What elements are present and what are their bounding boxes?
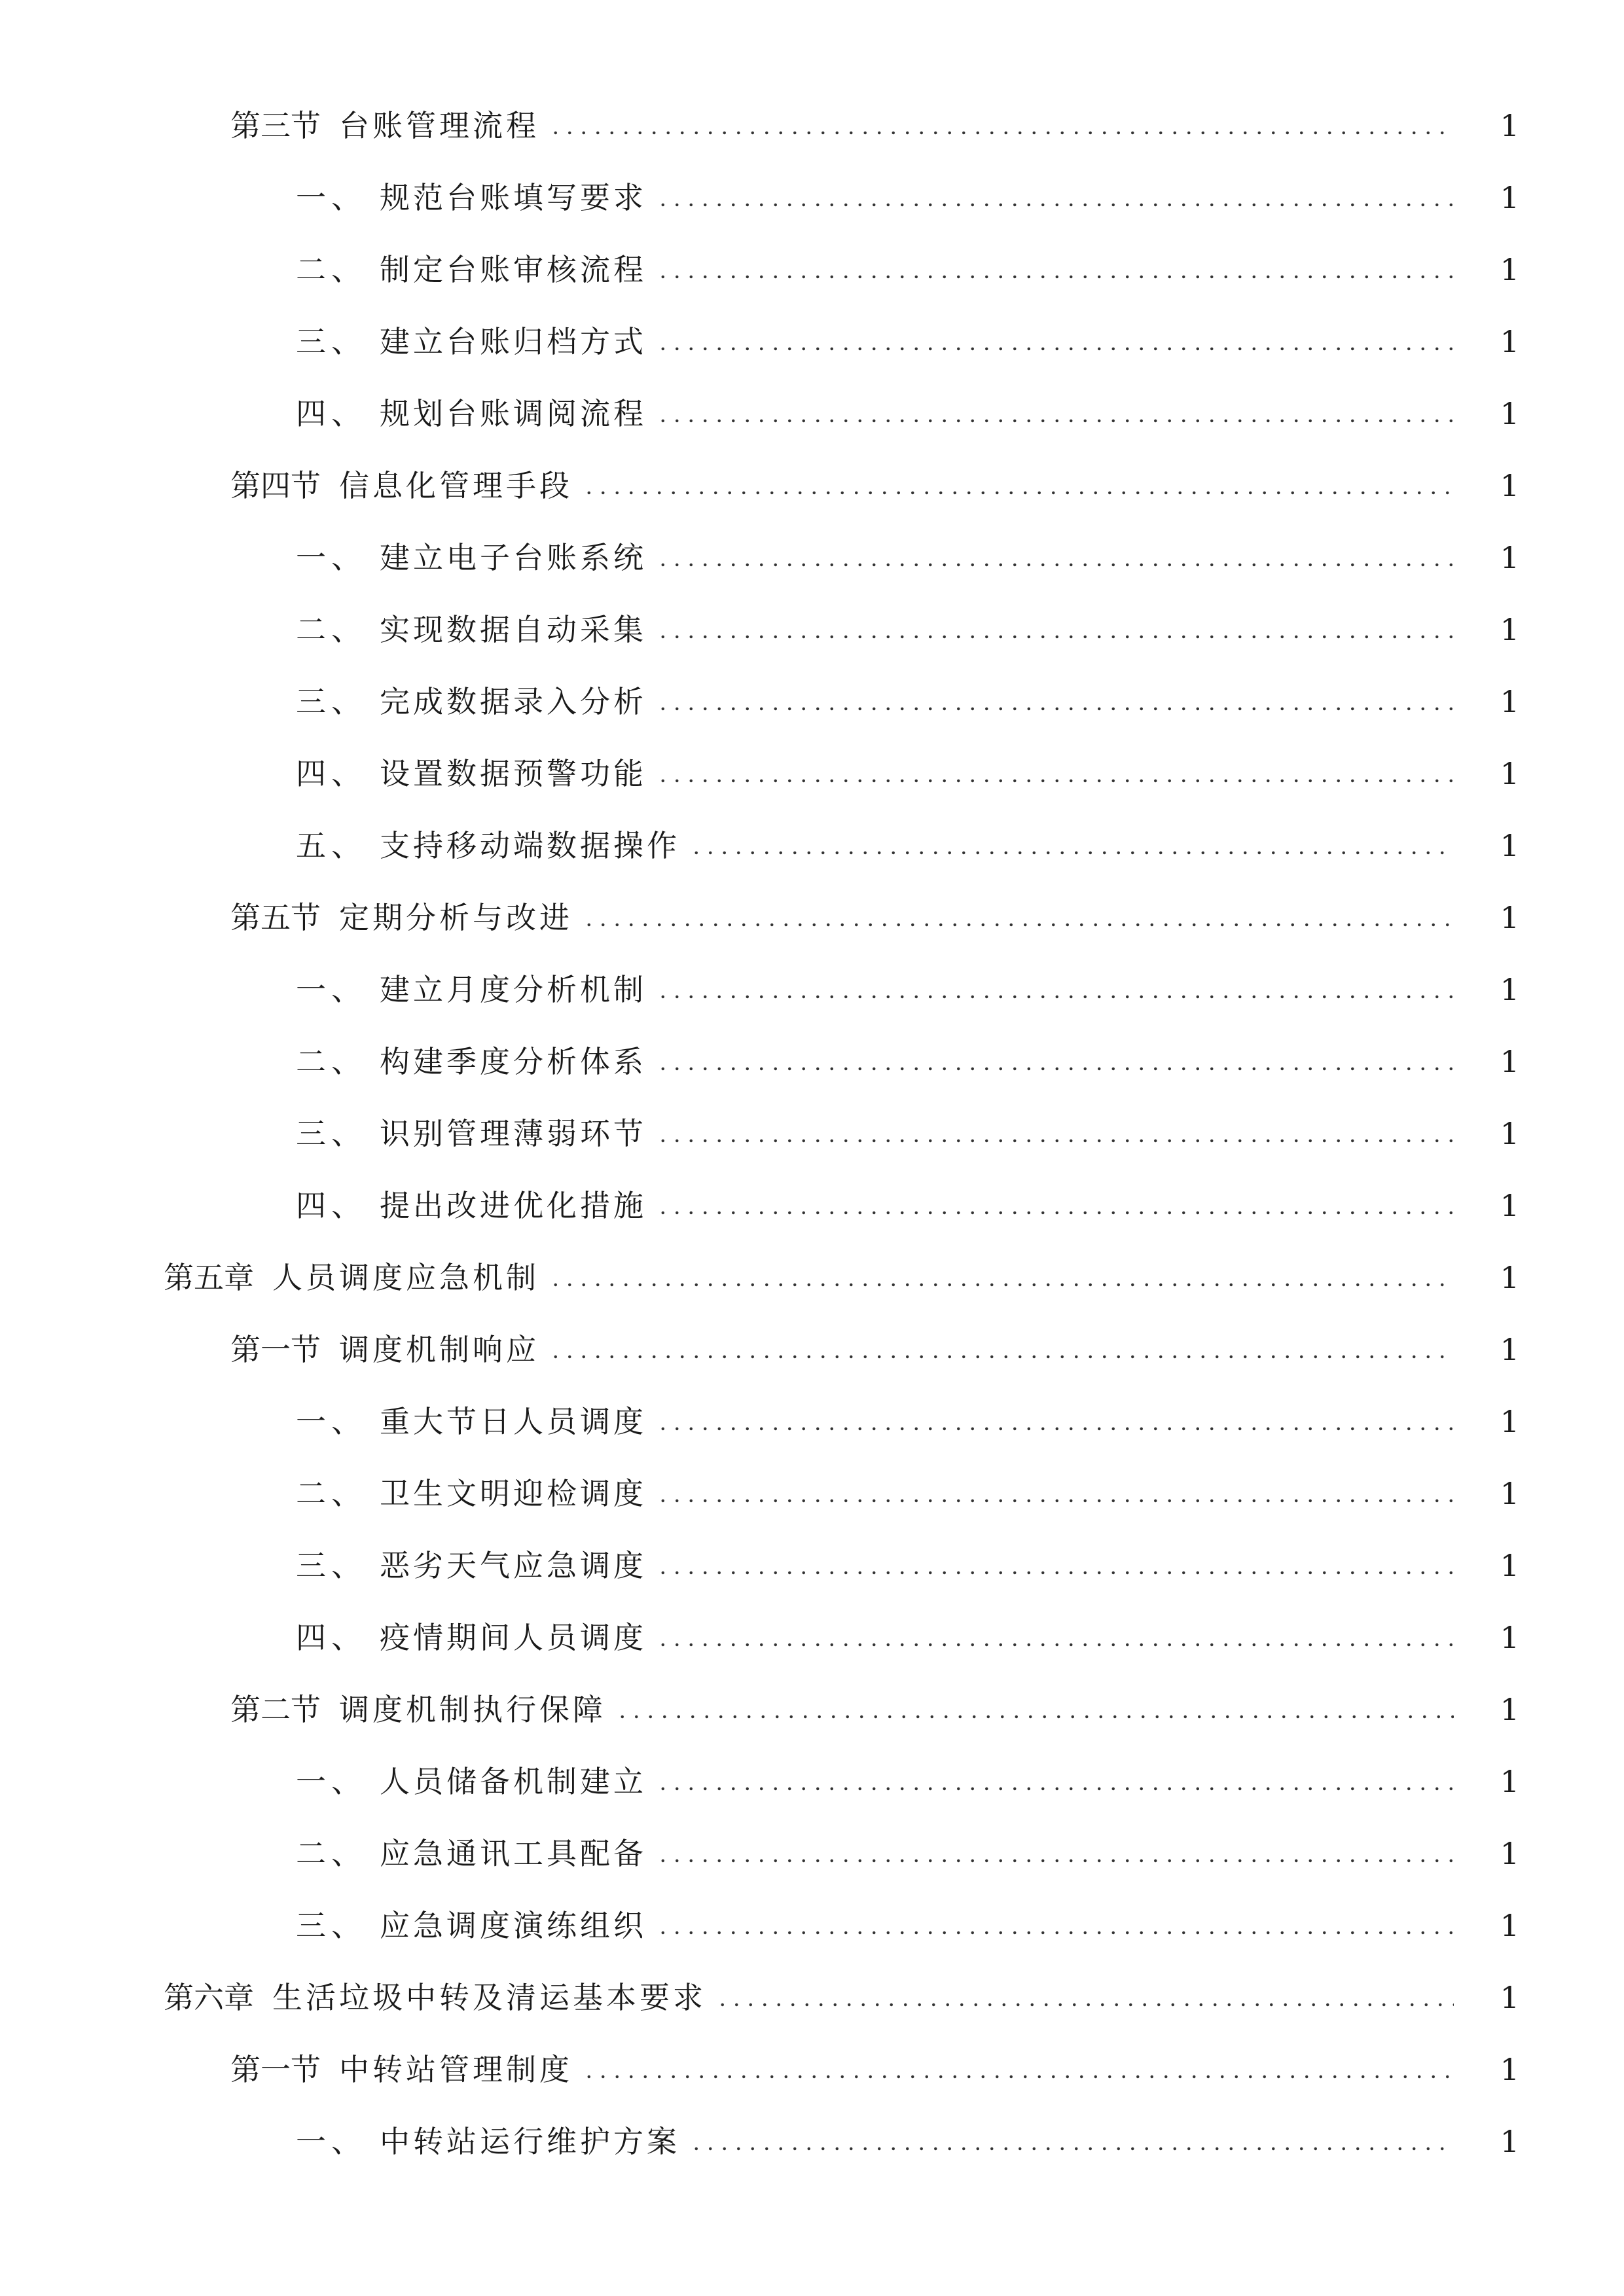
toc-entry-title: 卫生文明迎检调度 [380, 1476, 647, 1511]
toc-entry[interactable] [0, 450, 1624, 522]
toc-entry[interactable] [0, 594, 1624, 666]
dot-leader [656, 779, 1454, 783]
toc-entry-title: 提出改进优化措施 [380, 1188, 647, 1223]
toc-entry[interactable] [0, 2106, 1624, 2178]
dot-leader [656, 1643, 1454, 1647]
dot-leader [656, 419, 1454, 423]
toc-entry-title: 构建季度分析体系 [380, 1044, 647, 1079]
toc-entry-page: 1 [1500, 324, 1519, 359]
toc-entry-page: 1 [1500, 1260, 1519, 1295]
dot-leader [656, 1139, 1454, 1143]
toc-entry-number: 三、 [296, 1548, 367, 1583]
toc-entry-number: 第四节 [230, 468, 321, 503]
dot-leader [549, 131, 1454, 135]
toc-entry-number: 三、 [296, 1908, 367, 1943]
toc-entry-number: 三、 [296, 684, 367, 719]
dot-leader [689, 851, 1454, 855]
toc-entry[interactable] [0, 882, 1624, 954]
dot-leader [549, 1283, 1454, 1287]
toc-entry[interactable] [0, 1386, 1624, 1458]
toc-entry-number: 一、 [296, 180, 367, 215]
toc-entry-title: 应急调度演练组织 [380, 1908, 647, 1943]
toc-entry[interactable] [0, 1746, 1624, 1818]
dot-leader [549, 1355, 1454, 1359]
toc-entry-page: 1 [1500, 900, 1519, 935]
toc-entry-number: 三、 [296, 324, 367, 359]
dot-leader [656, 635, 1454, 639]
toc-entry-title: 中转站运行维护方案 [380, 2124, 680, 2159]
dot-leader [656, 707, 1454, 711]
toc-entry-number: 四、 [296, 756, 367, 791]
toc-entry-number: 二、 [296, 252, 367, 287]
toc-entry[interactable] [0, 1602, 1624, 1674]
toc-entry-page: 1 [1500, 684, 1519, 719]
toc-entry-number: 第一节 [230, 1332, 321, 1367]
toc-entry-title: 信息化管理手段 [339, 468, 573, 503]
dot-leader [656, 1427, 1454, 1431]
toc-entry-title: 识别管理薄弱环节 [380, 1116, 647, 1151]
toc-entry[interactable] [0, 1674, 1624, 1746]
toc-entry-title: 规范台账填写要求 [380, 180, 647, 215]
toc-entry-page: 1 [1500, 1764, 1519, 1799]
dot-leader [582, 923, 1454, 927]
dot-leader [656, 1571, 1454, 1575]
toc-entry[interactable] [0, 1098, 1624, 1170]
toc-entry[interactable] [0, 666, 1624, 738]
dot-leader [715, 2003, 1454, 2007]
toc-entry-title: 调度机制执行保障 [339, 1692, 606, 1727]
dot-leader [656, 347, 1454, 351]
toc-entry[interactable] [0, 234, 1624, 306]
toc-entry-title: 调度机制响应 [339, 1332, 539, 1367]
toc-entry-title: 设置数据预警功能 [380, 756, 647, 791]
toc-entry-page: 1 [1500, 2124, 1519, 2159]
toc-entry-page: 1 [1500, 1044, 1519, 1079]
toc-entry[interactable] [0, 1242, 1624, 1314]
toc-entry-title: 台账管理流程 [339, 108, 539, 143]
toc-entry-title: 人员储备机制建立 [380, 1764, 647, 1799]
toc-entry-number: 五、 [296, 828, 367, 863]
toc-entry-title: 疫情期间人员调度 [380, 1620, 647, 1655]
toc-entry-number: 第三节 [230, 108, 321, 143]
toc-entry[interactable] [0, 306, 1624, 378]
toc-entry-page: 1 [1500, 468, 1519, 503]
toc-entry[interactable] [0, 162, 1624, 234]
toc-entry[interactable] [0, 1962, 1624, 2034]
dot-leader [656, 203, 1454, 207]
dot-leader [582, 491, 1454, 495]
toc-entry-page: 1 [1500, 1188, 1519, 1223]
toc-entry-page: 1 [1500, 1620, 1519, 1655]
toc-entry-title: 生活垃圾中转及清运基本要求 [272, 1980, 706, 2015]
toc-entry-number: 四、 [296, 396, 367, 431]
toc-entry-number: 二、 [296, 1836, 367, 1871]
toc-entry-page: 1 [1500, 108, 1519, 143]
dot-leader [656, 1931, 1454, 1935]
toc-entry-page: 1 [1500, 1476, 1519, 1511]
toc-entry-number: 二、 [296, 1044, 367, 1079]
toc-entry[interactable] [0, 1818, 1624, 1890]
toc-entry-page: 1 [1500, 1116, 1519, 1151]
dot-leader [656, 1499, 1454, 1503]
toc-entry-page: 1 [1500, 1980, 1519, 2015]
toc-entry[interactable] [0, 738, 1624, 810]
toc-entry-number: 第六章 [164, 1980, 254, 2015]
toc-entry[interactable] [0, 954, 1624, 1026]
toc-entry-title: 完成数据录入分析 [380, 684, 647, 719]
toc-entry-page: 1 [1500, 2052, 1519, 2087]
toc-entry-page: 1 [1500, 396, 1519, 431]
toc-entry-number: 第五章 [164, 1260, 254, 1295]
toc-entry-number: 二、 [296, 612, 367, 647]
dot-leader [582, 2075, 1454, 2079]
toc-entry-page: 1 [1500, 1404, 1519, 1439]
dot-leader [656, 1211, 1454, 1215]
toc-entry-number: 一、 [296, 2124, 367, 2159]
toc-entry-page: 1 [1500, 1548, 1519, 1583]
toc-entry-title: 支持移动端数据操作 [380, 828, 680, 863]
toc-entry[interactable] [0, 1026, 1624, 1098]
toc-entry-page: 1 [1500, 1332, 1519, 1367]
dot-leader [656, 275, 1454, 279]
toc-entry-page: 1 [1500, 612, 1519, 647]
toc-entry-title: 定期分析与改进 [339, 900, 573, 935]
toc-entry-page: 1 [1500, 540, 1519, 575]
dot-leader [656, 563, 1454, 567]
toc-entry[interactable] [0, 378, 1624, 450]
toc-entry[interactable] [0, 2034, 1624, 2106]
toc-entry-page: 1 [1500, 828, 1519, 863]
toc-entry-number: 第五节 [230, 900, 321, 935]
toc-entry-title: 实现数据自动采集 [380, 612, 647, 647]
toc-entry-title: 人员调度应急机制 [272, 1260, 539, 1295]
toc-entry-title: 建立台账归档方式 [380, 324, 647, 359]
toc-entry[interactable] [0, 90, 1624, 162]
toc-entry-number: 二、 [296, 1476, 367, 1511]
toc-entry-title: 建立电子台账系统 [380, 540, 647, 575]
toc-entry-page: 1 [1500, 180, 1519, 215]
toc-entry-title: 恶劣天气应急调度 [380, 1548, 647, 1583]
dot-leader [656, 1787, 1454, 1791]
toc-entry[interactable] [0, 1530, 1624, 1602]
toc-entry-number: 一、 [296, 540, 367, 575]
toc-entry-page: 1 [1500, 1692, 1519, 1727]
toc-entry-number: 四、 [296, 1188, 367, 1223]
toc-entry-title: 重大节日人员调度 [380, 1404, 647, 1439]
toc-entry[interactable] [0, 1314, 1624, 1386]
toc-entry-title: 规划台账调阅流程 [380, 396, 647, 431]
toc-entry-page: 1 [1500, 1908, 1519, 1943]
toc-entry-title: 建立月度分析机制 [380, 972, 647, 1007]
toc-entry-number: 四、 [296, 1620, 367, 1655]
toc-entry-page: 1 [1500, 756, 1519, 791]
toc-entry-number: 一、 [296, 1764, 367, 1799]
dot-leader [656, 1859, 1454, 1863]
toc-entry[interactable] [0, 1458, 1624, 1530]
toc-entry-title: 中转站管理制度 [339, 2052, 573, 2087]
dot-leader [656, 1067, 1454, 1071]
toc-entry[interactable] [0, 522, 1624, 594]
toc-entry-number: 第一节 [230, 2052, 321, 2087]
toc-entry-title: 制定台账审核流程 [380, 252, 647, 287]
toc-entry-number: 一、 [296, 972, 367, 1007]
toc-entry-number: 一、 [296, 1404, 367, 1439]
toc-entry[interactable] [0, 810, 1624, 882]
dot-leader [689, 2147, 1454, 2151]
dot-leader [615, 1715, 1454, 1719]
toc-entry-page: 1 [1500, 252, 1519, 287]
toc-entry-number: 第二节 [230, 1692, 321, 1727]
toc-entry-title: 应急通讯工具配备 [380, 1836, 647, 1871]
toc-entry-page: 1 [1500, 1836, 1519, 1871]
dot-leader [656, 995, 1454, 999]
table-of-contents [0, 90, 1624, 2178]
toc-entry[interactable] [0, 1170, 1624, 1242]
toc-entry[interactable] [0, 1890, 1624, 1962]
toc-entry-page: 1 [1500, 972, 1519, 1007]
toc-entry-number: 三、 [296, 1116, 367, 1151]
